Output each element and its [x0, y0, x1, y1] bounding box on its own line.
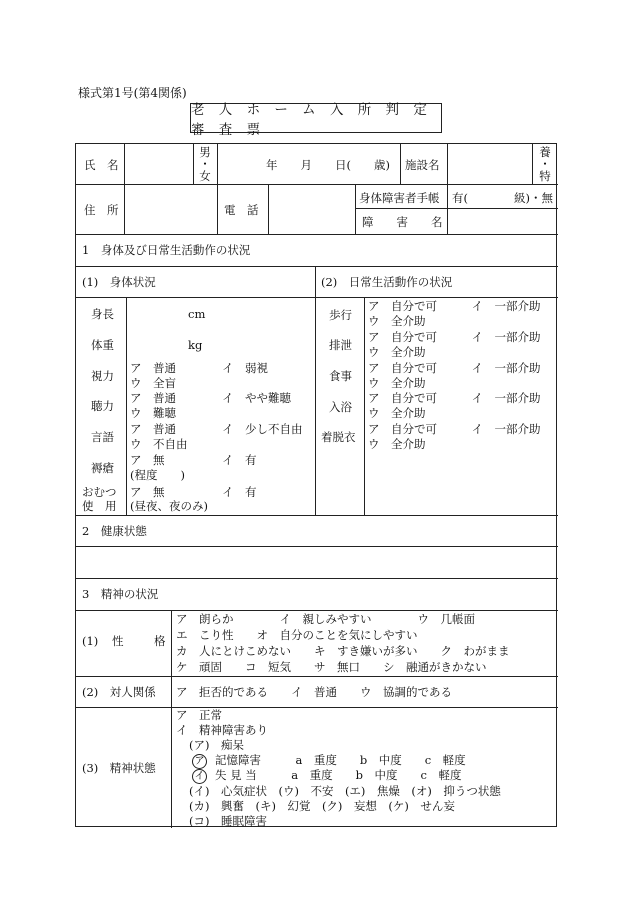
facility-type-yo: 養 — [539, 145, 551, 159]
phone-label: 電 話 — [224, 203, 259, 217]
form-number: 様式第1号(第4関係) — [78, 86, 187, 100]
adl-bathing-label: 入浴 — [329, 400, 352, 414]
mental-line3: (ア) 痴呆 — [189, 738, 244, 752]
assessment-table — [75, 143, 557, 827]
section1-sub2: (2) 日常生活動作の状況 — [321, 275, 453, 289]
divider — [447, 144, 448, 184]
adl-dressing-line2: ウ 全介助 — [368, 437, 426, 451]
divider — [447, 184, 448, 234]
divider — [364, 297, 365, 515]
diaper-label-2: 使 用 — [82, 499, 117, 513]
bedsore-line2: (程度 ) — [130, 468, 185, 482]
divider — [76, 610, 558, 611]
divider — [355, 184, 356, 234]
mental-line4 — [192, 753, 466, 769]
vision-label: 視力 — [91, 369, 114, 383]
divider — [76, 515, 558, 516]
circled-i-icon: イ — [192, 769, 207, 784]
facility-label: 施設名 — [405, 158, 440, 172]
personality-line1: ア 朗らか イ 親しみやすい ウ 几帳面 — [176, 612, 475, 626]
sex-female: 女 — [199, 169, 211, 183]
speech-label: 言語 — [91, 430, 114, 444]
vision-line1: ア 普通 イ 弱視 — [130, 361, 268, 375]
facility-type-toku: 特 — [539, 169, 551, 183]
divider — [76, 266, 558, 267]
adl-toilet-line2: ウ 全介助 — [368, 345, 426, 359]
height-label: 身長 — [91, 307, 114, 321]
personality-label-2: 格 — [154, 634, 166, 648]
hearing-line1: ア 普通 イ やや難聴 — [130, 391, 291, 405]
divider — [76, 184, 558, 185]
diaper-line2: (昼夜、夜のみ) — [130, 499, 208, 513]
section2-title: 2 健康状態 — [82, 524, 147, 538]
hearing-label: 聴力 — [91, 399, 114, 413]
divider — [76, 234, 558, 235]
section1-title: 1 身体及び日常生活動作の状況 — [82, 243, 251, 257]
adl-meal-label: 食事 — [329, 369, 352, 383]
personality-line4: ケ 頑固 コ 短気 サ 無口 シ 融通がきかない — [176, 660, 487, 674]
adl-walking-line1: ア 自分で可 イ 一部介助 — [368, 299, 541, 313]
mental-label: (3) 精神状態 — [82, 761, 156, 775]
divider — [268, 184, 269, 234]
adl-bathing-line1: ア 自分で可 イ 一部介助 — [368, 391, 541, 405]
mental-line8: (コ) 睡眠障害 — [189, 814, 267, 828]
speech-line2: ウ 不自由 — [130, 437, 188, 451]
adl-meal-line1: ア 自分で可 イ 一部介助 — [368, 361, 541, 375]
hearing-line2: ウ 難聴 — [130, 406, 176, 420]
relations-label: (2) 対人関係 — [82, 685, 156, 699]
adl-toilet-label: 排泄 — [329, 338, 352, 352]
disorientation-text: 失 見 当 a 重度 b 中度 c 軽度 — [215, 768, 462, 782]
form-title: 老 人 ホ ー ム 入 所 判 定 審 査 票 — [190, 103, 442, 133]
divider — [76, 578, 558, 579]
bedsore-line1: ア 無 イ 有 — [130, 453, 257, 467]
address-label: 住 所 — [84, 203, 119, 217]
divider — [171, 610, 172, 828]
handbook-value: 有( 級)・無 — [452, 191, 553, 205]
adl-dressing-line1: ア 自分で可 イ 一部介助 — [368, 422, 541, 436]
mental-line5 — [192, 768, 461, 784]
divider — [315, 266, 316, 515]
adl-bathing-line2: ウ 全介助 — [368, 406, 426, 420]
adl-meal-line2: ウ 全介助 — [368, 376, 426, 390]
handbook-label: 身体障害者手帳 — [359, 191, 440, 205]
bedsore-label: 褥瘡 — [91, 461, 114, 475]
weight-unit: kg — [188, 338, 203, 352]
adl-dressing-label: 着脱衣 — [321, 430, 356, 444]
adl-walking-line2: ウ 全介助 — [368, 314, 426, 328]
sex-dot: ・ — [199, 157, 211, 171]
disability-label: 障 害 名 — [362, 215, 443, 229]
personality-line2: エ こり性 オ 自分のことを気にしやすい — [176, 628, 418, 642]
divider — [76, 707, 558, 708]
relations-value: ア 拒否的である イ 普通 ウ 協調的である — [176, 685, 452, 699]
mental-line6: (イ) 心気症状 (ウ) 不安 (エ) 焦燥 (オ) 抑うつ状態 — [189, 784, 501, 798]
divider — [124, 184, 125, 234]
speech-line1: ア 普通 イ 少し不自由 — [130, 422, 303, 436]
section3-title: 3 精神の状況 — [82, 587, 159, 601]
memory-disorder-text: 記憶障害 a 重度 b 中度 c 軽度 — [215, 753, 466, 767]
birth-date: 年 月 日( 歳) — [266, 158, 390, 172]
name-label: 氏 名 — [84, 158, 119, 172]
weight-label: 体重 — [91, 338, 114, 352]
mental-line7: (カ) 興奮 (キ) 幻覚 (ク) 妄想 (ケ) せん妄 — [189, 799, 455, 813]
divider — [76, 297, 558, 298]
personality-label-1: 性 — [112, 634, 124, 648]
divider — [217, 184, 218, 234]
adl-toilet-line1: ア 自分で可 イ 一部介助 — [368, 330, 541, 344]
adl-walking-label: 歩行 — [329, 308, 352, 322]
name-field[interactable] — [124, 146, 193, 184]
personality-line3: カ 人にとけこめない キ すき嫌いが多い ク わがまま — [176, 644, 510, 658]
sex-male: 男 — [199, 145, 211, 159]
mental-line2: イ 精神障害あり — [176, 723, 268, 737]
circled-a-icon: ア — [192, 754, 207, 769]
divider — [76, 546, 558, 547]
health-status-field[interactable] — [80, 549, 554, 575]
mental-line1: ア 正常 — [176, 708, 222, 722]
divider — [355, 208, 558, 209]
personality-label-no: (1) — [82, 634, 99, 648]
section1-sub1: (1) 身体状況 — [82, 275, 156, 289]
diaper-label-1: おむつ — [82, 485, 117, 499]
diaper-line1: ア 無 イ 有 — [130, 485, 257, 499]
height-unit: cm — [188, 307, 206, 321]
divider — [400, 144, 401, 184]
vision-line2: ウ 全盲 — [130, 376, 176, 390]
divider — [126, 297, 127, 515]
facility-type-dot: ・ — [539, 157, 551, 171]
divider — [76, 676, 558, 677]
divider — [217, 144, 218, 184]
